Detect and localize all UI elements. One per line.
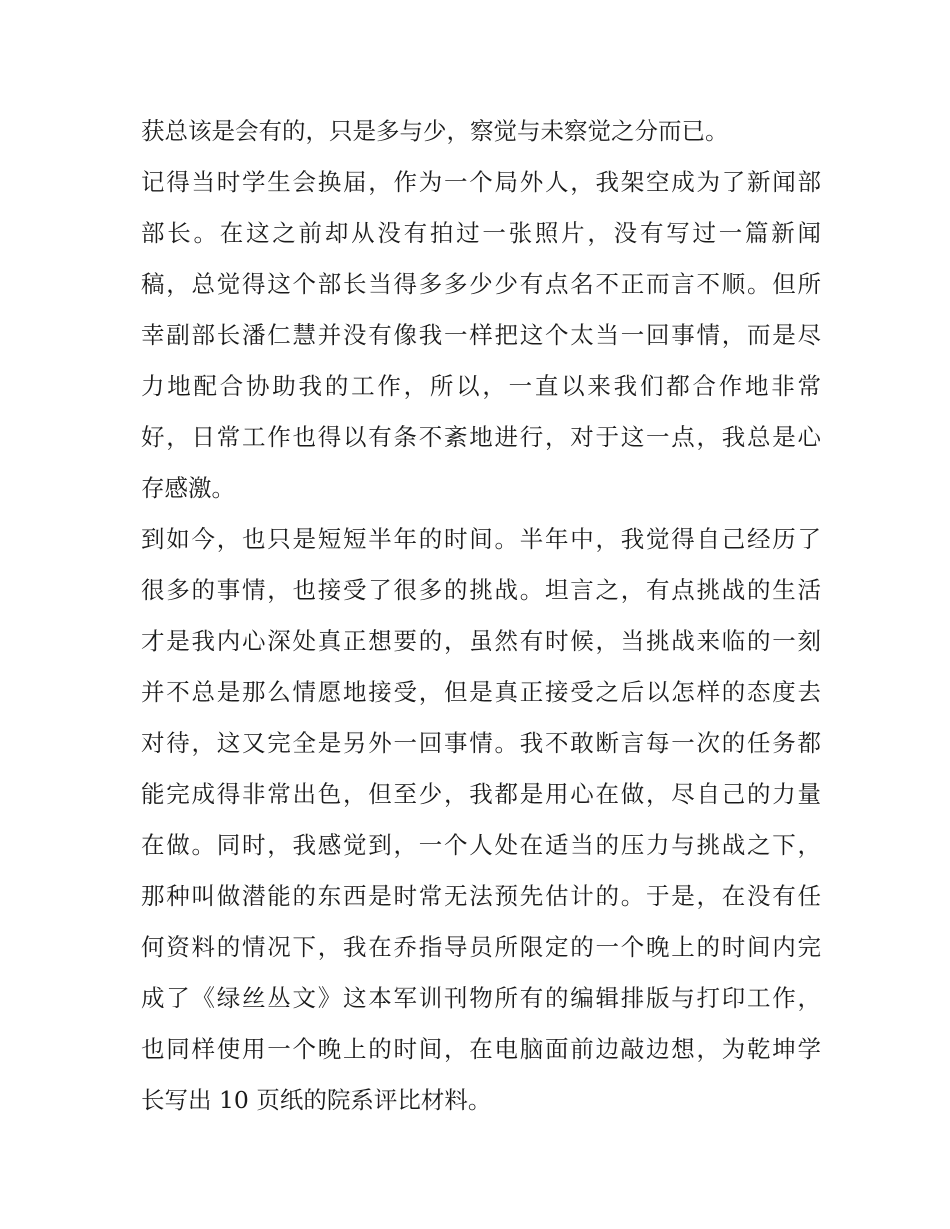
text-line: 那种叫做潜能的东西是时常无法预先估计的。于是，在没有任 (141, 882, 821, 910)
text-line: 成了《绿丝丛文》这本军训刊物所有的编辑排版与打印工作， (141, 984, 821, 1012)
text-line: 力地配合协助我的工作，所以，一直以来我们都合作地非常 (141, 372, 821, 400)
text-line: 到如今，也只是短短半年的时间。半年中，我觉得自己经历了 (141, 525, 821, 553)
text-line: 在做。同时，我感觉到，一个人处在适当的压力与挑战之下， (141, 831, 821, 859)
text-line: 很多的事情，也接受了很多的挑战。坦言之，有点挑战的生活 (141, 576, 821, 604)
text-line: 记得当时学生会换届，作为一个局外人，我架空成为了新闻部 (141, 168, 821, 196)
text-line: 部长。在这之前却从没有拍过一张照片，没有写过一篇新闻 (141, 219, 821, 247)
text-line: 也同样使用一个晚上的时间，在电脑面前边敲边想，为乾坤学 (141, 1035, 821, 1063)
text-line: 好，日常工作也得以有条不紊地进行，对于这一点，我总是心 (141, 423, 821, 451)
body-text (141, 106, 821, 1126)
text-line: 长写出 10 页纸的院系评比材料。 (141, 1086, 492, 1114)
text-line: 存感激。 (141, 474, 235, 502)
text-line: 幸副部长潘仁慧并没有像我一样把这个太当一回事情，而是尽 (141, 321, 821, 349)
text-line: 才是我内心深处真正想要的，虽然有时候，当挑战来临的一刻 (141, 627, 821, 655)
text-line: 对待，这又完全是另外一回事情。我不敢断言每一次的任务都 (141, 729, 821, 757)
text-line: 何资料的情况下，我在乔指导员所限定的一个晚上的时间内完 (141, 933, 821, 961)
text-line: 能完成得非常出色，但至少，我都是用心在做，尽自己的力量 (141, 780, 821, 808)
text-line: 稿，总觉得这个部长当得多多少少有点名不正而言不顺。但所 (141, 270, 821, 298)
text-line: 并不总是那么情愿地接受，但是真正接受之后以怎样的态度去 (141, 678, 821, 706)
text-line: 获总该是会有的，只是多与少，察觉与未察觉之分而已。 (141, 117, 729, 145)
